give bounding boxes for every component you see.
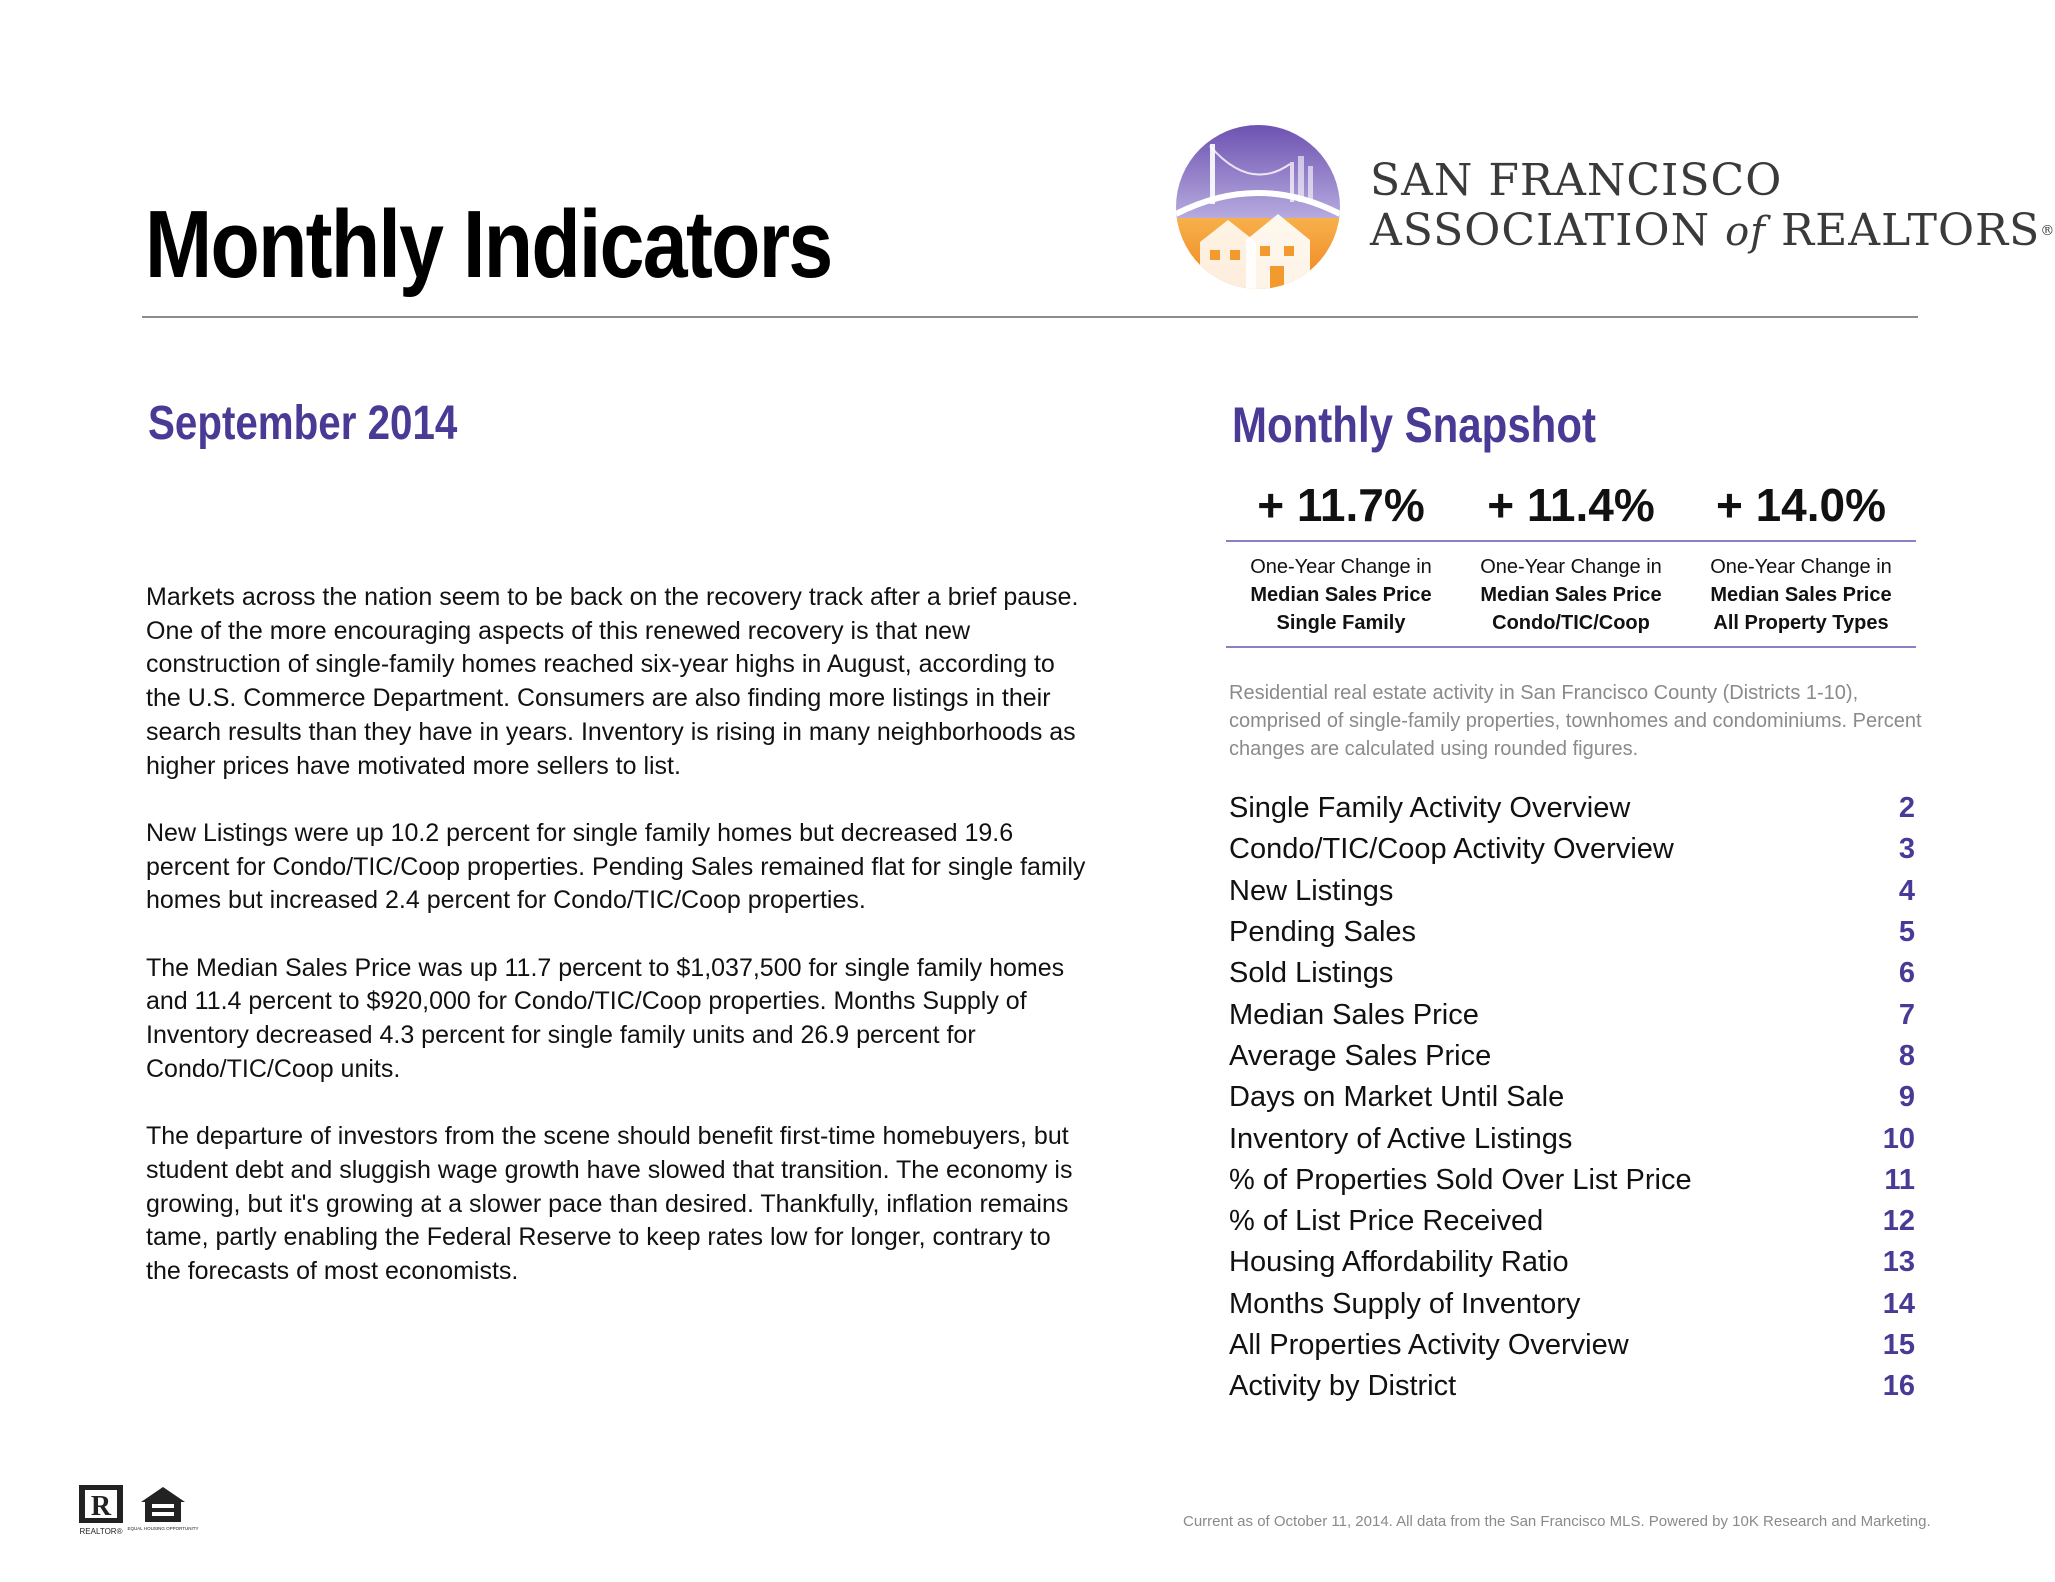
toc-item-page: 8 xyxy=(1898,1039,1915,1072)
toc-item[interactable] xyxy=(1229,788,1915,829)
org-name-association: ASSOCIATION xyxy=(1370,205,1711,256)
table-of-contents xyxy=(1229,788,1915,1407)
toc-item[interactable] xyxy=(1229,1201,1915,1242)
toc-item-page: 4 xyxy=(1898,874,1915,907)
commentary-paragraph: Markets across the nation seem to be back on the recovery track after a brief pause. One of the more encouraging aspects of this renewed recovery is that new construction of single-family homes reached six-year highs in August, according to the U.S. Commerce Department. Consumers are also finding more listings in their search results than they have in years. Inventory is rising in many neighborhoods as higher prices have motivated more sellers to list. xyxy=(146,583,1079,780)
stat-caption-line: One-Year Change in xyxy=(1710,556,1892,578)
toc-item[interactable] xyxy=(1229,1284,1915,1325)
toc-item-page: 7 xyxy=(1898,998,1915,1031)
toc-item-page: 12 xyxy=(1882,1205,1915,1238)
registered-mark: ® xyxy=(2040,223,2055,239)
toc-item-page: 13 xyxy=(1882,1246,1915,1279)
toc-item-page: 16 xyxy=(1882,1370,1915,1403)
toc-item[interactable] xyxy=(1229,953,1915,994)
logo-emblem xyxy=(1170,122,1350,298)
eho-mark-text: EQUAL HOUSING OPPORTUNITY xyxy=(127,1526,199,1531)
stat-caption-metric: Median Sales Price xyxy=(1710,584,1892,606)
stat-caption-metric: Median Sales Price xyxy=(1480,584,1662,606)
snapshot-stats xyxy=(1226,470,1916,648)
toc-item-page: 11 xyxy=(1884,1163,1915,1196)
footer-note: Current as of October 11, 2014. All data from the San Francisco MLS. Powered by 10K Research and Marketing. xyxy=(1183,1513,1931,1530)
report-month: September 2014 xyxy=(148,397,458,450)
toc-item-label: Days on Market Until Sale xyxy=(1229,1081,1565,1114)
stat-value-condo: + 11.4% xyxy=(1487,479,1655,531)
toc-item-label: All Properties Activity Overview xyxy=(1229,1329,1629,1361)
toc-item-page: 3 xyxy=(1898,833,1915,866)
equal-housing-opportunity-logo xyxy=(127,1484,199,1536)
stat-caption-all-types xyxy=(1686,553,1916,637)
toc-item-page: 15 xyxy=(1882,1329,1915,1361)
stat-caption-line: One-Year Change in xyxy=(1250,556,1432,578)
svg-text:R: R xyxy=(90,1491,112,1522)
toc-item-page: 10 xyxy=(1882,1122,1915,1155)
toc-item[interactable] xyxy=(1229,1036,1915,1077)
stat-caption-type: Condo/TIC/Coop xyxy=(1492,612,1650,634)
toc-item[interactable] xyxy=(1229,871,1915,912)
stat-caption-line: One-Year Change in xyxy=(1480,556,1662,578)
toc-item[interactable] xyxy=(1229,1118,1915,1159)
toc-item-page: 5 xyxy=(1898,916,1915,949)
toc-item-label: Average Sales Price xyxy=(1229,1039,1492,1072)
stat-caption-single-family xyxy=(1226,553,1456,637)
toc-item-label: Condo/TIC/Coop Activity Overview xyxy=(1229,833,1674,866)
stat-captions-row xyxy=(1226,542,1916,646)
stat-divider-bottom xyxy=(1226,646,1916,648)
stat-caption-type: All Property Types xyxy=(1713,612,1889,634)
toc-item-label: Median Sales Price xyxy=(1229,998,1479,1031)
org-name-line2 xyxy=(1370,206,2055,257)
toc-item[interactable] xyxy=(1229,994,1915,1035)
realtor-mark-text: REALTOR® xyxy=(79,1527,123,1536)
stat-caption-metric: Median Sales Price xyxy=(1250,584,1432,606)
toc-item[interactable] xyxy=(1229,1325,1915,1366)
toc-item-label: Inventory of Active Listings xyxy=(1229,1122,1573,1155)
org-name-line1: SAN FRANCISCO xyxy=(1370,155,1783,206)
toc-item-label: Sold Listings xyxy=(1229,957,1394,990)
org-name-of: of xyxy=(1725,209,1766,255)
snapshot-title: Monthly Snapshot xyxy=(1232,397,1596,453)
toc-item-page: 14 xyxy=(1882,1287,1915,1320)
toc-item-label: % of Properties Sold Over List Price xyxy=(1229,1163,1692,1196)
page-title: Monthly Indicators xyxy=(145,191,832,298)
stat-values-row xyxy=(1226,470,1916,540)
toc-item-page: 9 xyxy=(1898,1081,1915,1114)
stat-caption-condo xyxy=(1456,553,1686,637)
toc-item[interactable] xyxy=(1229,829,1915,870)
toc-item[interactable] xyxy=(1229,912,1915,953)
realtor-logo xyxy=(78,1484,124,1536)
toc-item-page: 2 xyxy=(1898,792,1915,825)
org-name-realtors: REALTORS xyxy=(1780,205,2041,256)
toc-item-label: New Listings xyxy=(1229,874,1394,907)
market-commentary xyxy=(146,581,1086,1322)
commentary-paragraph: The Median Sales Price was up 11.7 percent to $1,037,500 for single family homes and 11.4 percent to $920,000 for Condo/TIC/Coop properties. Months Supply of Inventory decreased 4.3 percent for single family units and 26.9 percent for Condo/TIC/Coop units. xyxy=(146,953,1065,1083)
toc-item-label: Housing Affordability Ratio xyxy=(1229,1246,1569,1279)
toc-item-label: % of List Price Received xyxy=(1229,1205,1544,1238)
toc-item[interactable] xyxy=(1229,1366,1915,1407)
commentary-paragraph: The departure of investors from the scene should benefit first-time homebuyers, but student debt and sluggish wage growth have slowed that transition. The economy is growing, but it's growing at a slower pace than desired. Thankfully, inflation remains tame, partly enabling the Federal Reserve to keep rates low for longer, contrary to the forecasts of most economists. xyxy=(146,1122,1073,1286)
stat-caption-type: Single Family xyxy=(1276,612,1406,634)
snapshot-note: Residential real estate activity in San Francisco County (Districts 1-10), comprised of single-family properties, townhomes and condominiums. Percent changes are calculated using rounded figures. xyxy=(1229,682,1922,760)
toc-item-label: Months Supply of Inventory xyxy=(1229,1287,1581,1320)
toc-item-page: 6 xyxy=(1898,957,1915,990)
toc-item[interactable] xyxy=(1229,1160,1915,1201)
org-name xyxy=(1370,156,2055,257)
toc-item-label: Activity by District xyxy=(1229,1370,1457,1403)
toc-item-label: Pending Sales xyxy=(1229,916,1417,949)
toc-item[interactable] xyxy=(1229,1077,1915,1118)
header-divider xyxy=(142,316,1918,318)
commentary-paragraph: New Listings were up 10.2 percent for single family homes but decreased 19.6 percent for Condo/TIC/Coop properties. Pending Sales remained flat for single family homes but increased 2.4 percent for Condo/TIC/Coop properties. xyxy=(146,818,1086,915)
stat-value-all-types: + 14.0% xyxy=(1715,479,1887,531)
toc-item[interactable] xyxy=(1229,1242,1915,1283)
stat-value-single-family: + 11.7% xyxy=(1257,479,1425,531)
toc-item-label: Single Family Activity Overview xyxy=(1229,792,1631,825)
